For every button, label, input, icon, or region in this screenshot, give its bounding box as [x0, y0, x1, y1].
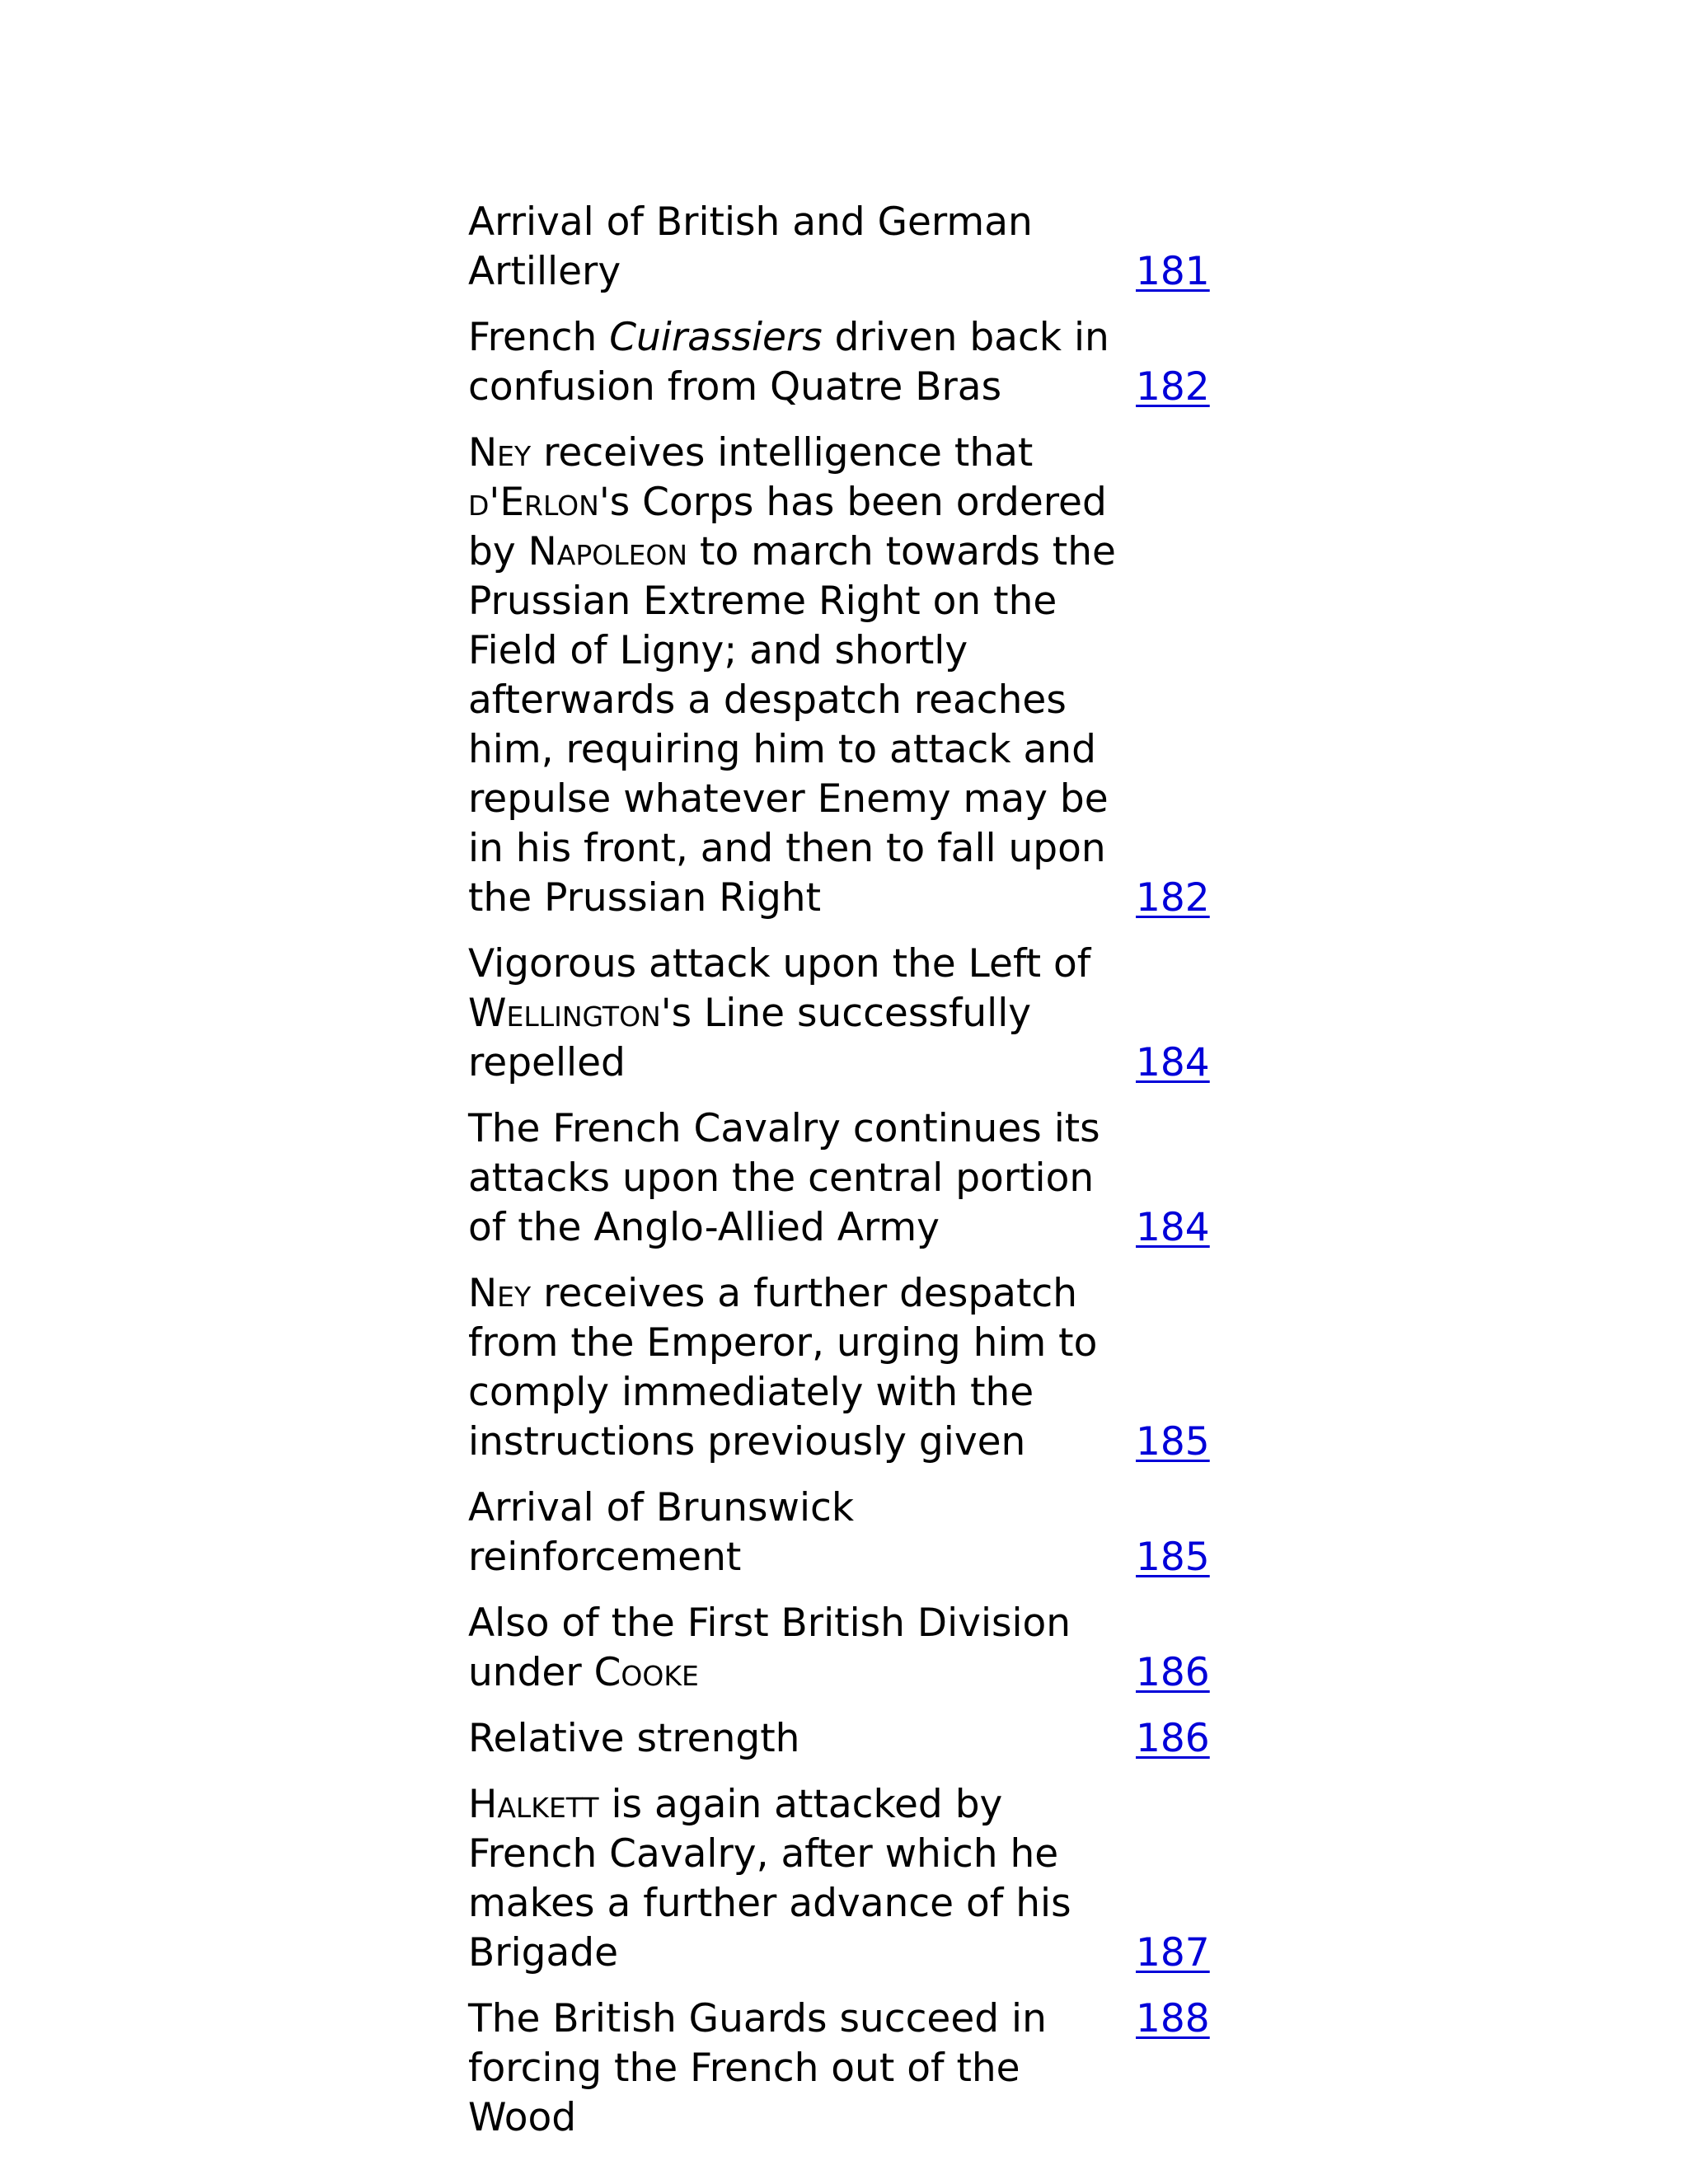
page-link[interactable]: 182: [1136, 875, 1210, 921]
toc-entry-text: Also of the First British Division under Cooke: [468, 1601, 1071, 1695]
toc-row: [468, 1599, 1226, 1714]
toc-entry-text: Vigorous attack upon the Left of Wellington's Line successfully repelled: [468, 941, 1091, 1085]
toc-row: [468, 1780, 1226, 1994]
toc-entry-text: Relative strength: [468, 1716, 800, 1761]
toc-entry-text: Halkett is again attacked by French Cavalry, after which he makes a further advance of his Brigade: [468, 1782, 1071, 1975]
toc-row: [468, 313, 1226, 429]
toc-entry-text: The British Guards succeed in forcing the French out of the Wood: [468, 1996, 1047, 2140]
page-link[interactable]: 185: [1136, 1419, 1210, 1465]
italic-term: Cuirassiers: [609, 315, 823, 360]
small-caps-name: Halkett: [468, 1782, 599, 1827]
toc-row: [468, 1104, 1226, 1269]
page-link[interactable]: 187: [1136, 1930, 1210, 1975]
toc-entry-text: French Cuirassiers driven back in confusion from Quatre Bras: [468, 315, 1109, 410]
toc-entry-text: Ney receives intelligence that d'Erlon's Corps has been ordered by Napoleon to march towards the Prussian Extreme Right on the Field of Ligny; and shortly afterwards a despatch reaches him, requiring him to attack and repulse whatever Enemy may be in his front, and then to fall upon the Prussian Right: [468, 430, 1116, 921]
page-link[interactable]: 184: [1136, 1205, 1210, 1250]
page-link[interactable]: 188: [1136, 1996, 1210, 2041]
toc-row: [468, 1269, 1226, 1483]
toc-entry-text: Ney receives a further despatch from the Emperor, urging him to comply immediately with the instructions previously given: [468, 1271, 1098, 1465]
page-link[interactable]: 186: [1136, 1650, 1210, 1695]
toc-row: [468, 198, 1226, 313]
toc-entry-text: The French Cavalry continues its attacks upon the central portion of the Anglo-Allied Army: [468, 1106, 1100, 1250]
toc-entry-text: Arrival of British and German Artillery: [468, 199, 1033, 294]
table-of-contents: [468, 198, 1226, 2159]
small-caps-name: Cooke: [593, 1650, 699, 1695]
toc-entry-text: Arrival of Brunswick reinforcement: [468, 1485, 855, 1580]
small-caps-name: Napoleon: [528, 529, 688, 574]
page-link[interactable]: 184: [1136, 1040, 1210, 1085]
page-link[interactable]: 186: [1136, 1716, 1210, 1761]
page-link[interactable]: 182: [1136, 364, 1210, 410]
page-link[interactable]: 181: [1136, 249, 1210, 294]
toc-row: [468, 429, 1226, 940]
toc-row: [468, 1483, 1226, 1599]
small-caps-name: d'Erlon: [468, 480, 599, 525]
toc-row: [468, 940, 1226, 1104]
toc-row: [468, 1714, 1226, 1780]
small-caps-name: Ney: [468, 430, 532, 476]
small-caps-name: Wellington: [468, 991, 661, 1036]
small-caps-name: Ney: [468, 1271, 532, 1316]
toc-row: [468, 1994, 1226, 2159]
page-link[interactable]: 185: [1136, 1535, 1210, 1580]
